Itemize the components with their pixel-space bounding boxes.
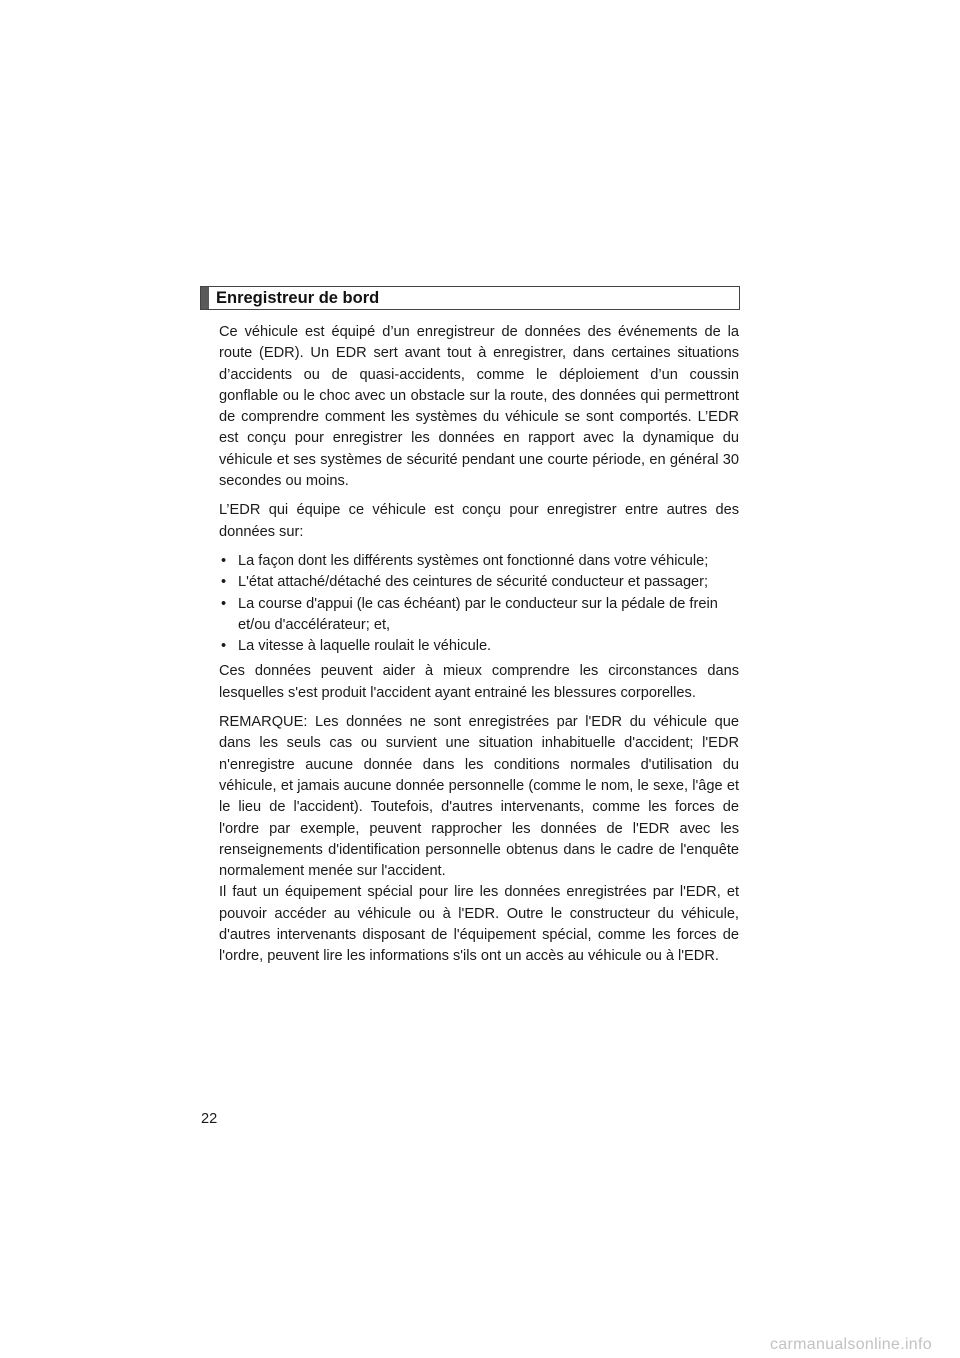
section-header-bar bbox=[201, 287, 209, 309]
bullet-icon: • bbox=[221, 638, 227, 655]
list-item-text: La vitesse à laquelle roulait le véhicule. bbox=[238, 638, 492, 655]
list-item-text: L'état attaché/détaché des ceintures de sécurité conducteur et passager; bbox=[238, 574, 709, 591]
list-item bbox=[219, 636, 739, 657]
section-title: Enregistreur de bord bbox=[216, 289, 380, 307]
list-item-text: La façon dont les différents systèmes ont fonctionné dans votre véhicule; bbox=[238, 552, 709, 569]
paragraph-special-equipment: Il faut un équipement spécial pour lire les données enregistrées par l'EDR, et pouvoir accéder au véhicule ou à l'EDR. Outre le constructeur du véhicule, d'autres intervenants disposant de l'équipement spécial, comme les forces de l'ordre, peuvent lire les informations s'ils ont un accès au véhicule ou à l'EDR. bbox=[219, 884, 739, 965]
recorded-data-list bbox=[219, 551, 739, 657]
bullet-icon: • bbox=[221, 574, 227, 591]
paragraph-data-purpose: Ces données peuvent aider à mieux comprendre les circonstances dans lesquelles s'est produit l'accident ayant entrainé les blessures corporelles. bbox=[219, 663, 739, 701]
watermark: carmanualsonline.info bbox=[770, 1336, 932, 1353]
list-item-text: La course d'appui (le cas échéant) par le conducteur sur la pédale de frein et/ou d'accélérateur; et, bbox=[238, 595, 718, 633]
page-number: 22 bbox=[201, 1111, 218, 1127]
paragraph-remark: REMARQUE: Les données ne sont enregistrées par l'EDR du véhicule que dans les seuls cas ou survient une situation inhabituelle d'accident; l'EDR n'enregistre aucune donnée dans les conditions normales d'utilisation du véhicule, et jamais aucune donnée personnelle (comme le nom, le sexe, l'âge et le lieu de l'accident). Toutefois, d'autres intervenants, comme les forces de l'ordre par exemple, peuvent rapprocher les données de l'EDR avec les renseignements d'identification personnelle obtenus dans le cadre de l'enquête normalement menée sur l'accident. bbox=[219, 714, 739, 880]
bullet-icon: • bbox=[221, 552, 227, 569]
paragraph-intro: Ce véhicule est équipé d’un enregistreur de données des événements de la route (EDR). Un EDR sert avant tout à enregistrer, dans certaines situations d’accidents ou de quasi-accidents, comme le déploiement d’un coussin gonflable ou le choc avec un obstacle sur la route, des données qui permettront de comprendre comment les systèmes du véhicule se sont comportés. L’EDR est conçu pour enregistrer les données en rapport avec la dynamique du véhicule et ses systèmes de sécurité pendant une courte période, en général 30 secondes ou moins. bbox=[219, 324, 739, 490]
list-item bbox=[219, 572, 739, 593]
document-body bbox=[219, 322, 739, 976]
section-header bbox=[200, 286, 740, 310]
bullet-icon: • bbox=[221, 595, 227, 612]
list-item bbox=[219, 551, 739, 572]
paragraph-data-list-intro: L’EDR qui équipe ce véhicule est conçu pour enregistrer entre autres des données sur: bbox=[219, 502, 739, 540]
list-item bbox=[219, 594, 739, 637]
